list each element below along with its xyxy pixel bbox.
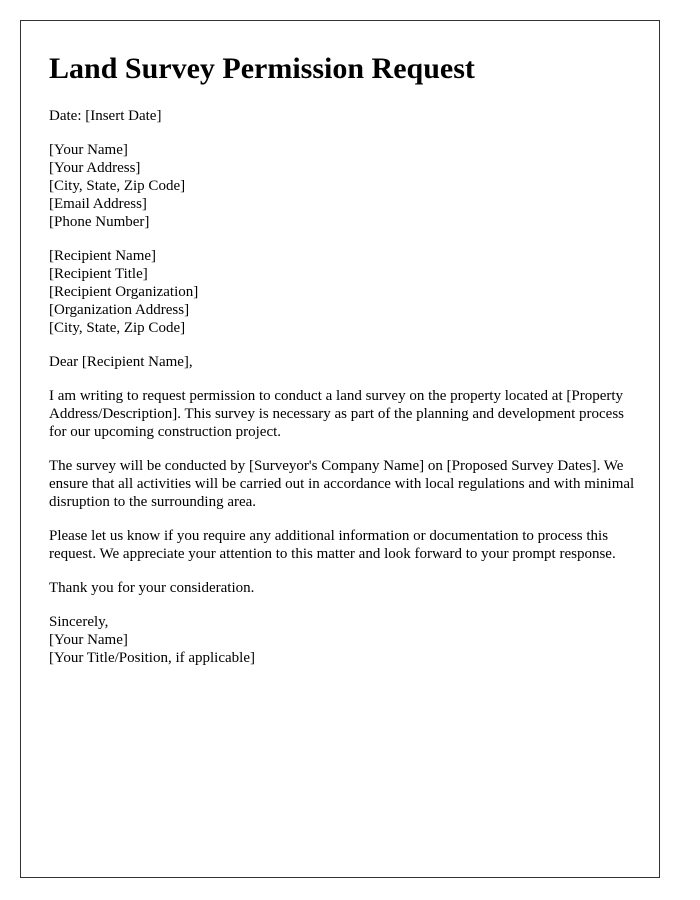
sender-name: [Your Name] [49, 142, 128, 158]
letter-date: Date: [Insert Date] [49, 108, 162, 124]
closing-block [49, 613, 637, 667]
organization-address: [Organization Address] [49, 302, 190, 318]
sender-phone: [Phone Number] [49, 214, 150, 230]
recipient-address-block [49, 247, 637, 337]
sender-email: [Email Address] [49, 196, 147, 212]
closing-title: [Your Title/Position, if applicable] [49, 650, 255, 666]
letter-content [49, 51, 637, 667]
letter-page [20, 20, 660, 878]
sender-city-state-zip: [City, State, Zip Code] [49, 178, 186, 194]
body-paragraph-details: The survey will be conducted by [Surveyor's Company Name] on [Proposed Survey Dates]. We ensure that all activities will be carried out in accordance with local regulations and with minimal disruption to the surrounding area. [49, 458, 635, 510]
salutation: Dear [Recipient Name], [49, 354, 193, 370]
recipient-name: [Recipient Name] [49, 248, 157, 264]
recipient-city-state-zip: [City, State, Zip Code] [49, 320, 186, 336]
body-paragraph-request: I am writing to request permission to conduct a land survey on the property located at [Property Address/Description]. This survey is necessary as part of the planning and development process for our upcoming construction project. [49, 388, 624, 440]
letter-title: Land Survey Permission Request [49, 52, 475, 85]
sender-address: [Your Address] [49, 160, 141, 176]
body-paragraph-followup: Please let us know if you require any additional information or documentation to process this request. We appreciate your attention to this matter and look forward to your prompt response. [49, 528, 616, 562]
recipient-organization: [Recipient Organization] [49, 284, 199, 300]
recipient-title: [Recipient Title] [49, 266, 148, 282]
closing-name: [Your Name] [49, 632, 128, 648]
thank-you-line: Thank you for your consideration. [49, 580, 255, 596]
sender-address-block [49, 141, 637, 231]
closing-valediction: Sincerely, [49, 614, 109, 630]
